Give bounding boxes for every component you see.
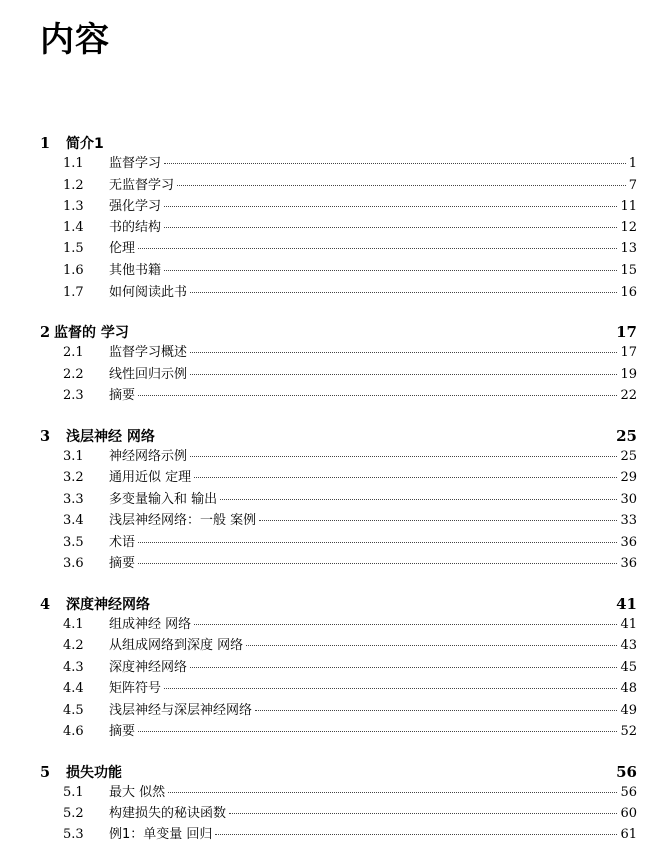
- chapter-number: 2: [40, 323, 51, 341]
- toc-entry-3-6[interactable]: [63, 554, 637, 574]
- section-title: 浅层神经网络：一般 案例: [109, 513, 257, 528]
- dot-leader: [215, 833, 617, 835]
- section-title: 构建损失的秘诀函数: [109, 806, 227, 821]
- section-page: 43: [620, 638, 637, 653]
- dot-leader: [190, 373, 617, 375]
- dot-leader: [164, 269, 617, 271]
- section-page: 41: [620, 617, 637, 632]
- chapter-title: 深度神经网络: [66, 597, 150, 613]
- toc-entry-3-5[interactable]: [63, 533, 637, 553]
- dot-leader: [138, 541, 617, 543]
- section-number: 5.2: [63, 806, 84, 821]
- section-page: 33: [620, 513, 637, 528]
- chapter-number: 5: [40, 763, 51, 781]
- chapter-5-heading[interactable]: [40, 762, 637, 782]
- section-number: 2.1: [63, 345, 84, 360]
- section-title: 伦理: [109, 241, 136, 256]
- dot-leader: [194, 623, 617, 625]
- dot-leader: [259, 519, 617, 521]
- section-title: 书的结构: [109, 220, 162, 235]
- toc-entry-1-3[interactable]: [63, 197, 637, 217]
- section-title: 从组成网络到深度 网络: [109, 638, 244, 653]
- section-number: 4.5: [63, 703, 84, 718]
- section-page: 12: [620, 220, 637, 235]
- section-number: 1.2: [63, 178, 84, 193]
- section-title: 深度神经网络: [109, 660, 188, 675]
- section-number: 4.3: [63, 660, 84, 675]
- section-page: 30: [620, 492, 637, 507]
- section-page: 7: [628, 178, 637, 193]
- section-title: 无监督学习: [109, 178, 175, 193]
- dot-leader: [190, 351, 617, 353]
- chapter-title: 简介1: [66, 136, 104, 152]
- toc-entry-5-2[interactable]: [63, 804, 637, 824]
- dot-leader: [190, 666, 617, 668]
- section-title: 最大 似然: [109, 785, 166, 800]
- dot-leader: [246, 644, 617, 646]
- dot-leader: [138, 247, 617, 249]
- section-number: 5.3: [63, 827, 84, 842]
- section-title: 线性回归示例: [109, 367, 188, 382]
- chapter-page: 56: [616, 763, 637, 781]
- section-page: 19: [620, 367, 637, 382]
- toc-entry-2-2[interactable]: [63, 365, 637, 385]
- section-title: 强化学习: [109, 199, 162, 214]
- dot-leader: [164, 687, 617, 689]
- section-number: 3.4: [63, 513, 84, 528]
- section-number: 3.6: [63, 556, 84, 571]
- toc-entry-5-3[interactable]: [63, 825, 637, 845]
- toc-entry-3-2[interactable]: [63, 468, 637, 488]
- section-title: 神经网络示例: [109, 449, 188, 464]
- section-page: 15: [620, 263, 637, 278]
- section-page: 48: [620, 681, 637, 696]
- chapter-title: 浅层神经 网络: [66, 429, 155, 445]
- section-page: 60: [620, 806, 637, 821]
- page-title: 内容: [40, 20, 110, 60]
- toc-entry-1-6[interactable]: [63, 261, 637, 281]
- section-title: 通用近似 定理: [109, 470, 192, 485]
- section-title: 多变量输入和 输出: [109, 492, 218, 507]
- section-number: 1.1: [63, 156, 84, 171]
- toc-entry-5-1[interactable]: [63, 783, 637, 803]
- dot-leader: [138, 562, 617, 564]
- section-title: 其他书籍: [109, 263, 162, 278]
- toc-entry-4-2[interactable]: [63, 636, 637, 656]
- section-page: 17: [620, 345, 637, 360]
- dot-leader: [168, 791, 617, 793]
- section-number: 1.3: [63, 199, 84, 214]
- toc-entry-1-2[interactable]: [63, 176, 637, 196]
- section-page: 16: [620, 285, 637, 300]
- section-page: 49: [620, 703, 637, 718]
- section-page: 45: [620, 660, 637, 675]
- dot-leader: [177, 184, 626, 186]
- section-number: 1.4: [63, 220, 84, 235]
- dot-leader: [164, 205, 617, 207]
- section-number: 3.2: [63, 470, 84, 485]
- chapter-4-heading[interactable]: [40, 594, 637, 614]
- dot-leader: [255, 709, 617, 711]
- chapter-1-heading[interactable]: [40, 133, 637, 153]
- section-title: 术语: [109, 535, 136, 550]
- toc-entry-1-1[interactable]: [63, 154, 637, 174]
- section-number: 2.2: [63, 367, 84, 382]
- dot-leader: [190, 455, 617, 457]
- toc-entry-2-3[interactable]: [63, 386, 637, 406]
- section-page: 52: [620, 724, 637, 739]
- section-page: 11: [620, 199, 637, 214]
- dot-leader: [190, 291, 617, 293]
- toc-entry-3-4[interactable]: [63, 511, 637, 531]
- section-number: 5.1: [63, 785, 84, 800]
- section-title: 摘要: [109, 556, 136, 571]
- toc-entry-3-3[interactable]: [63, 490, 637, 510]
- chapter-number: 3: [40, 427, 51, 445]
- chapter-number: 4: [40, 595, 51, 613]
- chapter-title: 监督的 学习: [54, 325, 129, 341]
- section-title: 如何阅读此书: [109, 285, 188, 300]
- chapter-page: 25: [616, 427, 637, 445]
- section-title: 摘要: [109, 724, 136, 739]
- dot-leader: [194, 476, 617, 478]
- section-title: 监督学习概述: [109, 345, 188, 360]
- section-number: 2.3: [63, 388, 84, 403]
- section-number: 1.6: [63, 263, 84, 278]
- toc-entry-4-1[interactable]: [63, 615, 637, 635]
- section-title: 组成神经 网络: [109, 617, 192, 632]
- section-page: 56: [620, 785, 637, 800]
- dot-leader: [229, 812, 617, 814]
- section-number: 1.5: [63, 241, 84, 256]
- chapter-2-heading[interactable]: [40, 322, 637, 342]
- chapter-3-heading[interactable]: [40, 426, 637, 446]
- section-title: 矩阵符号: [109, 681, 162, 696]
- chapter-page: 17: [616, 323, 637, 341]
- section-number: 4.6: [63, 724, 84, 739]
- dot-leader: [164, 162, 626, 164]
- section-page: 13: [620, 241, 637, 256]
- chapter-page: 41: [616, 595, 637, 613]
- toc-entry-2-1[interactable]: [63, 343, 637, 363]
- dot-leader: [138, 394, 617, 396]
- toc-entry-3-1[interactable]: [63, 447, 637, 467]
- section-number: 3.5: [63, 535, 84, 550]
- section-page: 36: [620, 556, 637, 571]
- toc-entry-4-3[interactable]: [63, 658, 637, 678]
- section-number: 3.3: [63, 492, 84, 507]
- section-title: 例1：单变量 回归: [109, 827, 213, 842]
- toc-entry-4-4[interactable]: [63, 679, 637, 699]
- section-number: 3.1: [63, 449, 84, 464]
- section-page: 25: [620, 449, 637, 464]
- dot-leader: [164, 226, 617, 228]
- section-page: 36: [620, 535, 637, 550]
- toc-entry-1-4[interactable]: [63, 218, 637, 238]
- dot-leader: [138, 730, 617, 732]
- section-page: 61: [620, 827, 637, 842]
- dot-leader: [220, 498, 617, 500]
- section-number: 1.7: [63, 285, 84, 300]
- section-page: 1: [628, 156, 637, 171]
- toc-entry-4-6[interactable]: [63, 722, 637, 742]
- section-title: 浅层神经与深层神经网络: [109, 703, 253, 718]
- section-title: 摘要: [109, 388, 136, 403]
- section-title: 监督学习: [109, 156, 162, 171]
- toc-entry-1-7[interactable]: [63, 283, 637, 303]
- toc-entry-4-5[interactable]: [63, 701, 637, 721]
- section-page: 22: [620, 388, 637, 403]
- chapter-title: 损失功能: [66, 765, 122, 781]
- section-number: 4.1: [63, 617, 84, 632]
- chapter-number: 1: [40, 134, 51, 152]
- section-number: 4.4: [63, 681, 84, 696]
- toc-entry-1-5[interactable]: [63, 239, 637, 259]
- section-page: 29: [620, 470, 637, 485]
- section-number: 4.2: [63, 638, 84, 653]
